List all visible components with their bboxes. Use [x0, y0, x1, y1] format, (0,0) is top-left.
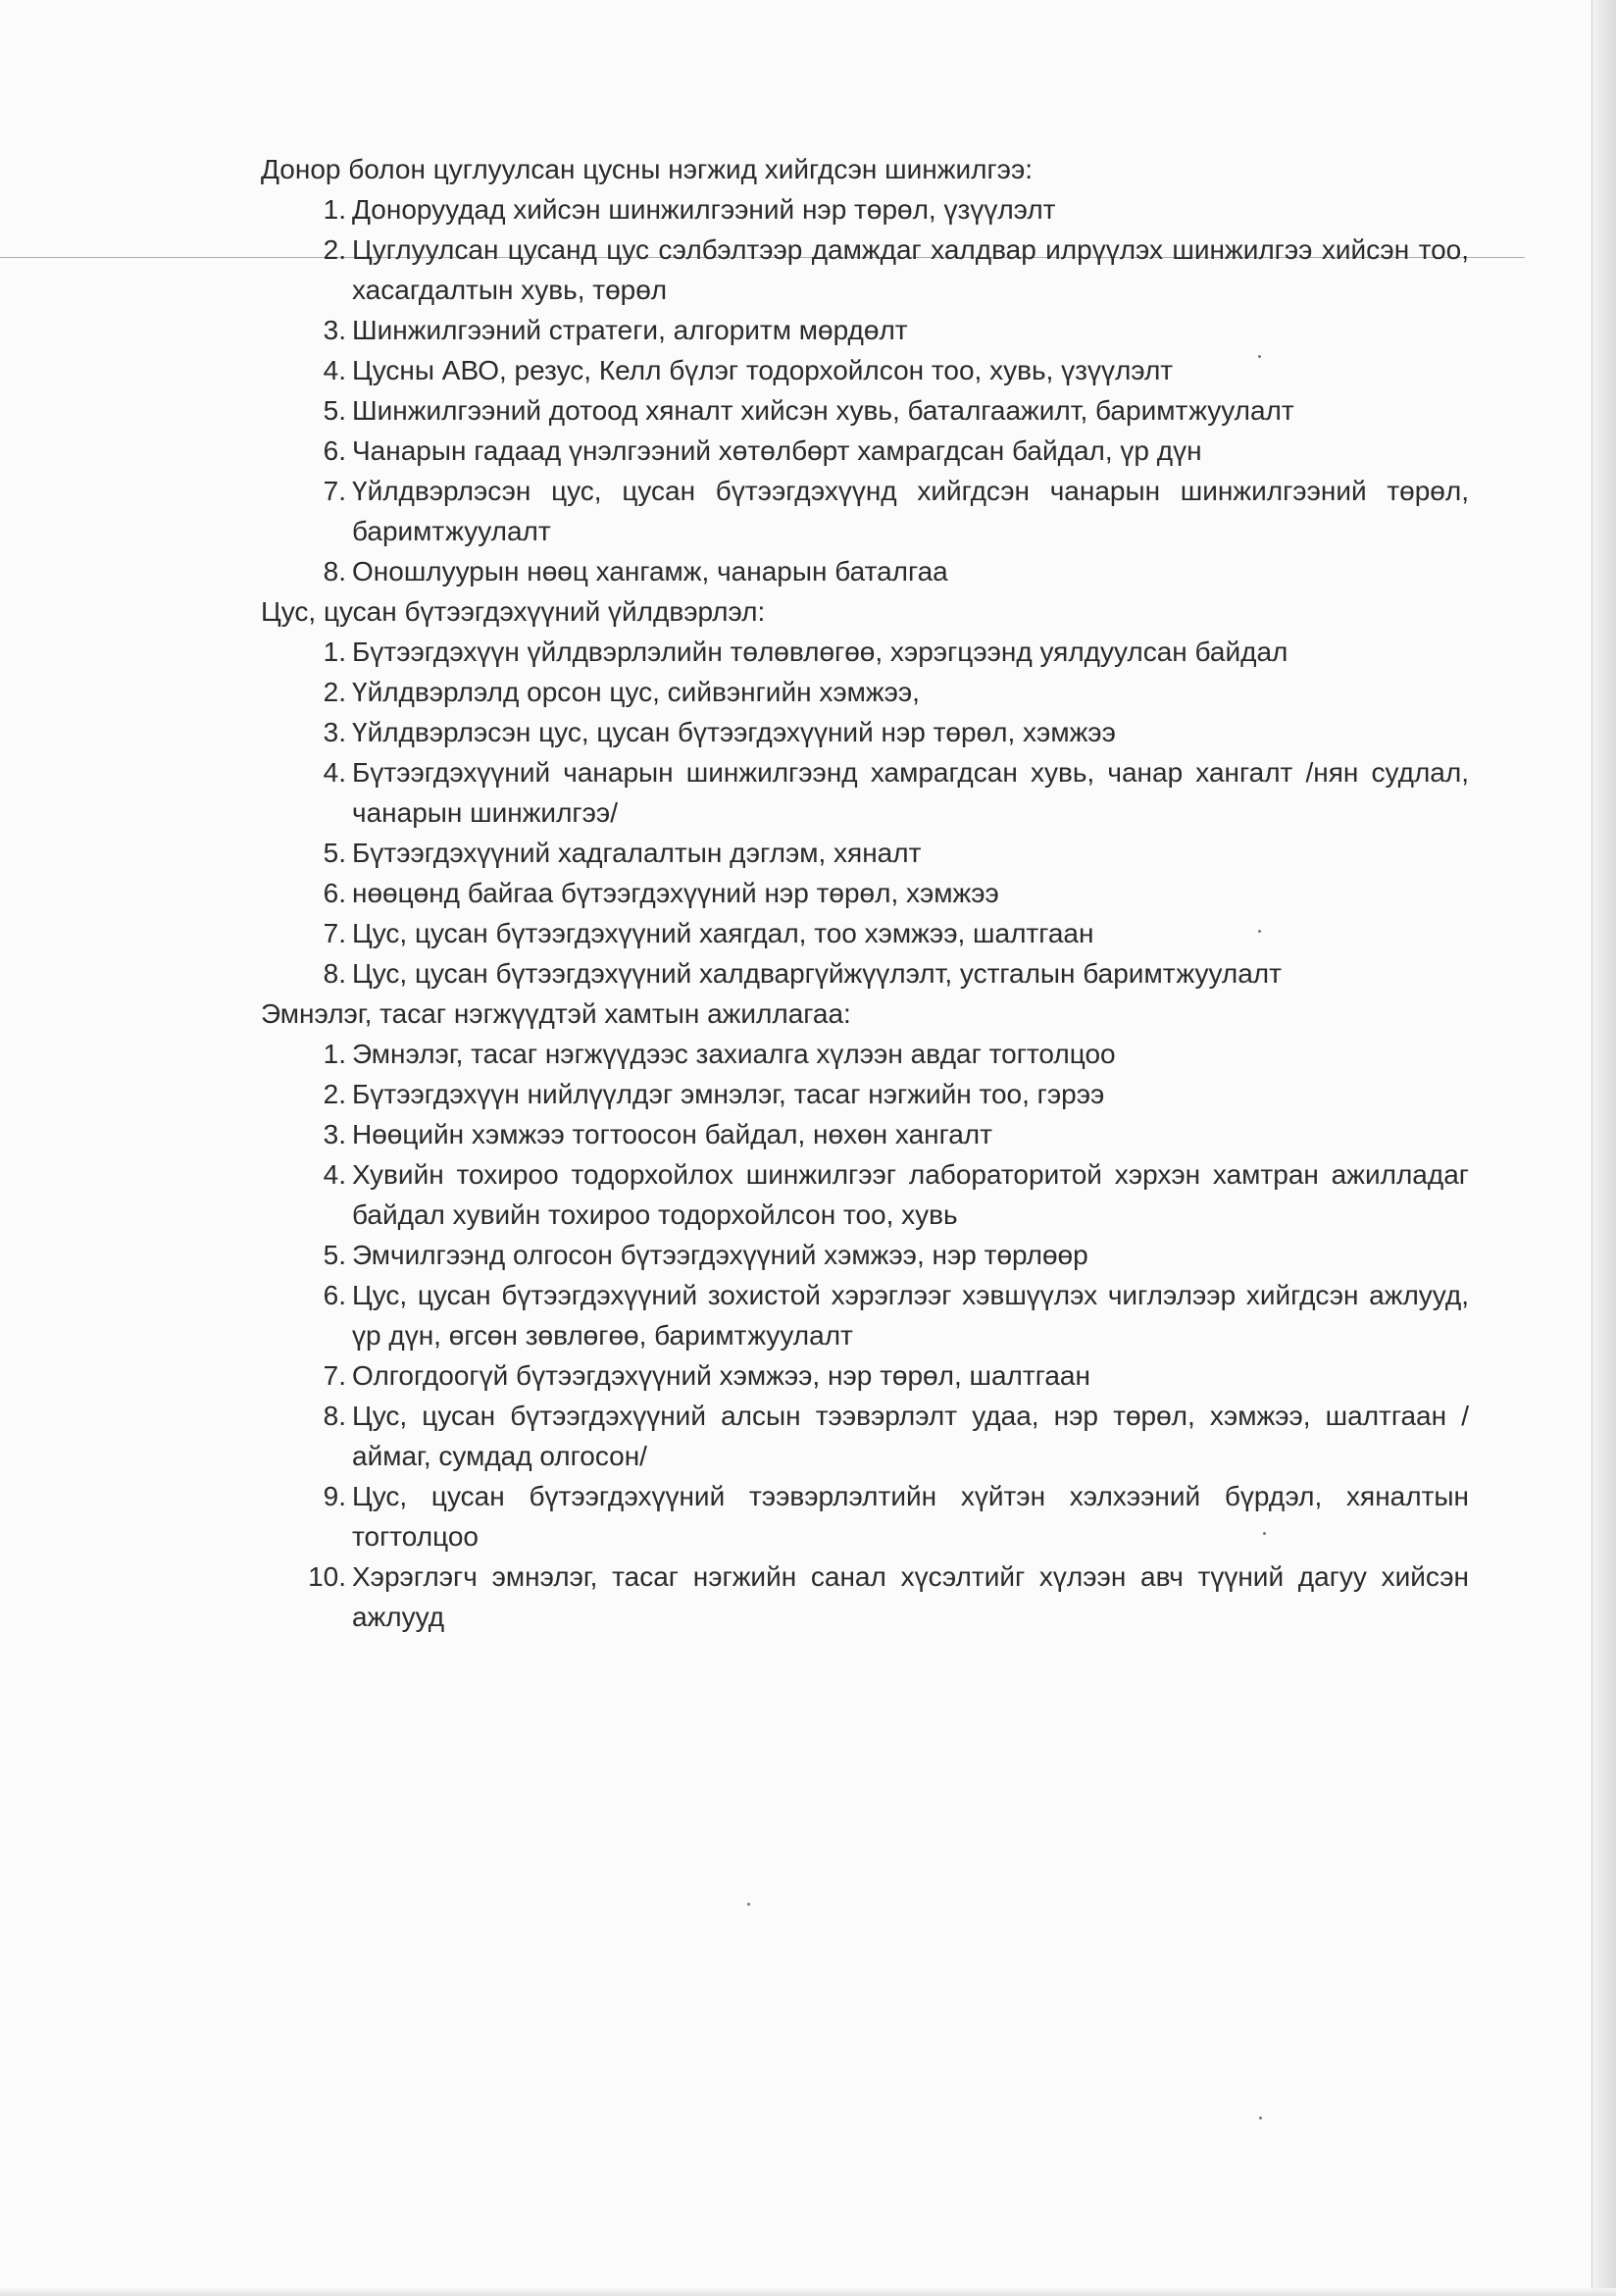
list-item: 3. Шинжилгээний стратеги, алгоритм мөрдөлт: [323, 315, 908, 345]
list-item: 6. Цус, цусан бүтээгдэхүүний зохистой хэрэглээг хэвшүүлэх чиглэлээр хийгдсэн ажлууд, үр дүн, өгсөн зөвлөгөө, баримтжуулалт: [323, 1280, 1469, 1351]
list-item: 5. Бүтээгдэхүүний хадгалалтын дэглэм, хяналт: [323, 838, 922, 868]
list-item: 7. Цус, цусан бүтээгдэхүүний хаягдал, тоо хэмжээ, шалтгаан: [323, 918, 1094, 948]
scan-speck: [1258, 930, 1261, 933]
list-item: 2. Бүтээгдэхүүн нийлүүлдэг эмнэлэг, тасаг нэгжийн тоо, гэрээ: [323, 1079, 1105, 1109]
list-item: 9. Цус, цусан бүтээгдэхүүний тээвэрлэлтийн хүйтэн хэлхээний бүрдэл, хяналтын тогтолцоо: [323, 1481, 1469, 1552]
list-item: 2. Цуглуулсан цусанд цус сэлбэлтээр дамждаг халдвар илрүүлэх шинжилгээ хийсэн тоо, хасагдалтын хувь, төрөл: [323, 234, 1469, 305]
section-title-production: Цус, цусан бүтээгдэхүүний үйлдвэрлэл:: [261, 596, 766, 627]
list-item: 3. Нөөцийн хэмжээ тогтоосон байдал, нөхөн хангалт: [323, 1119, 992, 1149]
list-item: 8. Цус, цусан бүтээгдэхүүний халдваргүйжүүлэлт, устгалын баримтжуулалт: [323, 958, 1282, 989]
list-item: 4. Цусны АВО, резус, Келл бүлэг тодорхойлсон тоо, хувь, үзүүлэлт: [323, 355, 1174, 385]
section-title-donor-testing: Донор болон цуглуулсан цусны нэгжид хийгдсэн шинжилгээ:: [261, 154, 1034, 184]
scan-speck: [1258, 355, 1261, 358]
list-item: 10. Хэрэглэгч эмнэлэг, тасаг нэгжийн санал хүсэлтийг хүлээн авч түүний дагуу хийсэн ажлууд: [308, 1561, 1469, 1632]
section-title-hospital-cooperation: Эмнэлэг, тасаг нэгжүүдтэй хамтын ажиллагаа:: [261, 998, 851, 1029]
list-item: 8. Цус, цусан бүтээгдэхүүний алсын тээвэрлэлт удаа, нэр төрөл, хэмжээ, шалтгаан /аймаг, сумдад олгосон/: [323, 1401, 1469, 1471]
list-item: 7. Олгогдоогүй бүтээгдэхүүний хэмжээ, нэр төрөл, шалтгаан: [323, 1360, 1090, 1391]
document-body: [261, 149, 1469, 1637]
list-item: 4. Хувийн тохироо тодорхойлох шинжилгээг лабораторитой хэрхэн хамтран ажилладаг байдал хувийн тохироо тодорхойлсон тоо, хувь: [323, 1159, 1469, 1230]
list-item: 2. Үйлдвэрлэлд орсон цус, сийвэнгийн хэмжээ,: [323, 677, 920, 707]
list-item: 6. нөөцөнд байгаа бүтээгдэхүүний нэр төрөл, хэмжээ: [323, 878, 999, 908]
scan-speck: [1259, 2117, 1262, 2119]
list-item: 1. Бүтээгдэхүүн үйлдвэрлэлийн төлөвлөгөө, хэрэгцээнд уялдуулсан байдал: [323, 637, 1288, 667]
page-edge-shadow: [1591, 0, 1616, 2296]
list-item: 5. Эмчилгээнд олгосон бүтээгдэхүүний хэмжээ, нэр төрлөөр: [323, 1240, 1088, 1270]
list-item: 8. Оношлуурын нөөц хангамж, чанарын баталгаа: [323, 556, 948, 587]
list-item: 3. Үйлдвэрлэсэн цус, цусан бүтээгдэхүүний нэр төрөл, хэмжээ: [323, 717, 1116, 747]
list-item: 7. Үйлдвэрлэсэн цус, цусан бүтээгдэхүүнд хийгдсэн чанарын шинжилгээний төрөл, баримтжуулалт: [323, 476, 1469, 546]
list-item: 6. Чанарын гадаад үнэлгээний хөтөлбөрт хамрагдсан байдал, үр дүн: [323, 435, 1202, 466]
list-item: 5. Шинжилгээний дотоод хяналт хийсэн хувь, баталгаажилт, баримтжуулалт: [323, 395, 1294, 426]
section-list-production: [261, 632, 1469, 994]
scan-speck: [1263, 1532, 1266, 1535]
page-bottom-edge: [0, 2288, 1616, 2296]
list-item: 4. Бүтээгдэхүүний чанарын шинжилгээнд хамрагдсан хувь, чанар хангалт /нян судлал, чанарын шинжилгээ/: [323, 757, 1469, 828]
scan-speck: [747, 1903, 750, 1906]
list-item: 1. Доноруудад хийсэн шинжилгээний нэр төрөл, үзүүлэлт: [323, 194, 1056, 225]
list-item: 1. Эмнэлэг, тасаг нэгжүүдээс захиалга хүлээн авдаг тогтолцоо: [323, 1039, 1116, 1069]
section-list-donor-testing: [261, 189, 1469, 591]
section-list-hospital-cooperation: [261, 1034, 1469, 1637]
